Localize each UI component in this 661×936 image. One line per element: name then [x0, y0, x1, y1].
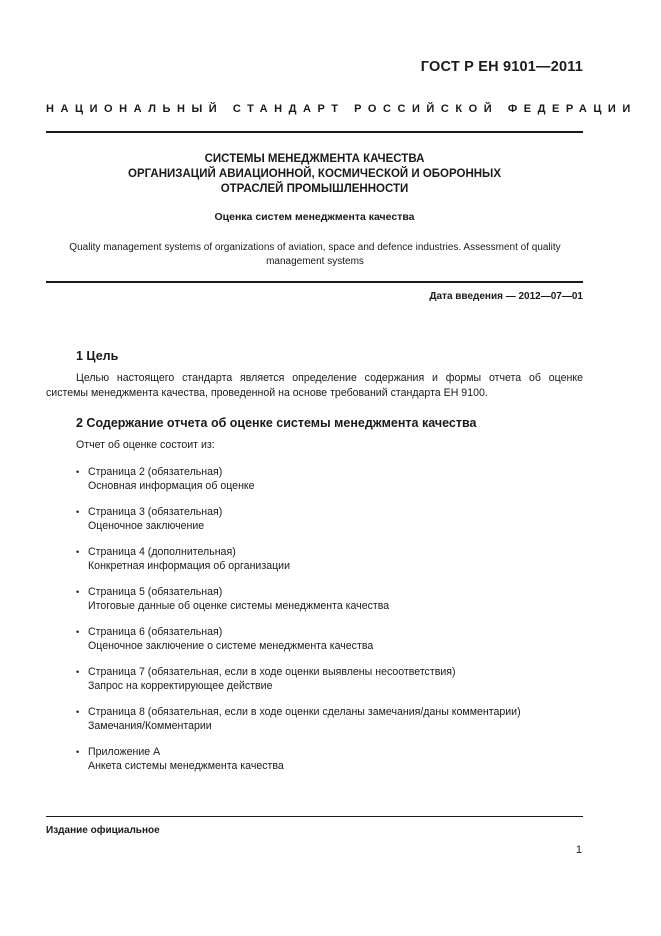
title-line-1: СИСТЕМЫ МЕНЕДЖМЕНТА КАЧЕСТВА: [204, 153, 425, 165]
list-item: [76, 585, 596, 625]
list-item-description: Конкретная информация об организации: [88, 560, 290, 572]
footer-divider: [46, 816, 583, 817]
section-1-body-line-1: Целью настоящего стандарта является определение содержания и формы отчета об оценке: [76, 372, 583, 384]
list-item: [76, 505, 596, 545]
bullet-icon: •: [76, 747, 80, 757]
section-1-body: [46, 371, 583, 401]
title-line-2: ОРГАНИЗАЦИЙ АВИАЦИОННОЙ, КОСМИЧЕСКОЙ И ОБОРОННЫХ: [128, 168, 501, 180]
english-title: [60, 241, 570, 268]
list-item-title: Страница 8 (обязательная, если в ходе оценки сделаны замечания/даны комментарии): [88, 706, 521, 718]
list-item-description: Оценочное заключение: [88, 520, 205, 532]
bullet-icon: •: [76, 707, 80, 717]
list-item-description: Основная информация об оценке: [88, 480, 255, 492]
page-number: 1: [575, 844, 582, 856]
section-1-body-line-2: системы менеджмента качества, проведенной на основе требований стандарта ЕН 9100.: [46, 387, 488, 399]
bullet-icon: •: [76, 547, 80, 557]
title-divider: [46, 281, 583, 283]
list-item-description: Запрос на корректирующее действие: [88, 680, 273, 692]
standard-number: ГОСТ Р ЕН 9101—2011: [420, 59, 583, 75]
list-item-title: Страница 4 (дополнительная): [88, 546, 236, 558]
list-item-title: Страница 2 (обязательная): [88, 466, 223, 478]
report-contents-list: [76, 465, 596, 785]
list-item-description: Замечания/Комментарии: [88, 720, 212, 732]
official-edition-note: Издание официальное: [46, 825, 160, 836]
document-title: [46, 152, 583, 197]
bullet-icon: •: [76, 627, 80, 637]
list-item: [76, 465, 596, 505]
bullet-icon: •: [76, 587, 80, 597]
list-item-title: Приложение А: [88, 746, 161, 758]
document-subtitle: Оценка систем менеджмента качества: [214, 211, 415, 223]
bullet-icon: •: [76, 467, 80, 477]
list-item-description: Итоговые данные об оценке системы менеджмента качества: [88, 600, 390, 612]
list-item: [76, 625, 596, 665]
list-item-description: Оценочное заключение о системе менеджмента качества: [88, 640, 374, 652]
list-item-title: Страница 7 (обязательная, если в ходе оценки выявлены несоответствия): [88, 666, 456, 678]
introduction-date: Дата введения — 2012—07—01: [429, 291, 583, 302]
list-item-title: Страница 6 (обязательная): [88, 626, 223, 638]
section-2-intro: Отчет об оценке состоит из:: [76, 439, 215, 451]
section-2-heading: 2 Содержание отчета об оценке системы менеджмента качества: [76, 416, 477, 430]
list-item: [76, 705, 596, 745]
list-item-title: Страница 3 (обязательная): [88, 506, 223, 518]
bullet-icon: •: [76, 667, 80, 677]
list-item: [76, 545, 596, 585]
list-item: [76, 745, 596, 785]
english-title-line-1: Quality management systems of organizations of aviation, space and defence industries. Assessment of quality: [69, 242, 561, 253]
title-line-3: ОТРАСЛЕЙ ПРОМЫШЛЕННОСТИ: [220, 183, 409, 195]
section-1-heading: 1 Цель: [76, 349, 119, 363]
list-item: [76, 665, 596, 705]
english-title-line-2: management systems: [266, 255, 364, 267]
list-item-description: Анкета системы менеджмента качества: [88, 760, 284, 772]
list-item-title: Страница 5 (обязательная): [88, 586, 223, 598]
header-divider: [46, 131, 583, 133]
national-standard-header: НАЦИОНАЛЬНЫЙ СТАНДАРТ РОССИЙСКОЙ ФЕДЕРАЦИИ: [46, 103, 637, 115]
bullet-icon: •: [76, 507, 80, 517]
